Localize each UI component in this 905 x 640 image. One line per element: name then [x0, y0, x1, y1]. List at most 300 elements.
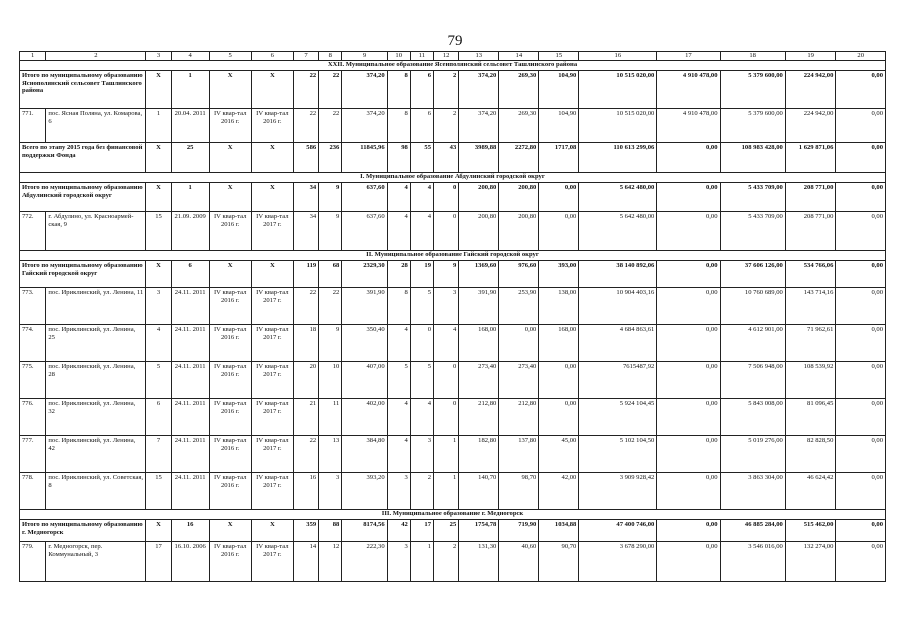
data-cell: 384,80: [342, 436, 387, 473]
data-cell: 222,30: [342, 542, 387, 582]
total-cell: X: [251, 261, 293, 288]
data-cell: 0,00: [836, 436, 886, 473]
total-cell: 98: [387, 143, 410, 173]
data-cell: 350,40: [342, 325, 387, 362]
data-cell: 0: [410, 325, 433, 362]
total-cell: 22: [319, 71, 342, 109]
data-cell: 0,00: [836, 109, 886, 143]
data-cell: 0,00: [539, 399, 579, 436]
total-cell: X: [251, 143, 293, 173]
data-cell: 4: [387, 325, 410, 362]
total-row: [20, 71, 886, 109]
total-label: Итого по муниципальному образованию Гайский городской округ: [20, 261, 146, 288]
total-cell: X: [209, 71, 251, 109]
data-cell: 7615487,92: [579, 362, 657, 399]
data-cell: IV квар-тал 2016 г.: [209, 212, 251, 251]
data-cell: 200,80: [459, 212, 499, 251]
address-cell: г. Медногорск, пер. Коммунальный, 3: [46, 542, 146, 582]
data-cell: IV квар-тал 2017 г.: [251, 473, 293, 510]
data-cell: 1: [433, 473, 458, 510]
data-cell: 2: [410, 473, 433, 510]
data-cell: 22: [293, 436, 318, 473]
column-number: 7: [293, 52, 318, 61]
total-cell: 534 766,06: [785, 261, 836, 288]
data-cell: IV квар-тал 2016 г.: [209, 399, 251, 436]
data-cell: 108 539,92: [785, 362, 836, 399]
data-cell: 182,80: [459, 436, 499, 473]
data-cell: 1: [410, 542, 433, 582]
total-row: [20, 261, 886, 288]
data-cell: 0,00: [657, 212, 720, 251]
column-number: 5: [209, 52, 251, 61]
data-cell: 0,00: [657, 362, 720, 399]
total-cell: 236: [319, 143, 342, 173]
total-cell: 17: [410, 520, 433, 542]
address-cell: пос. Ириклинский, ул. Ленина, 25: [46, 325, 146, 362]
total-cell: 5 433 709,00: [720, 183, 785, 212]
data-cell: 2: [433, 109, 458, 143]
column-number: 9: [342, 52, 387, 61]
total-cell: X: [146, 261, 171, 288]
data-cell: IV квар-тал 2016 г.: [209, 362, 251, 399]
data-cell: 143 714,16: [785, 288, 836, 325]
data-cell: 10 515 020,00: [579, 109, 657, 143]
total-cell: 0,00: [657, 520, 720, 542]
column-number: 6: [251, 52, 293, 61]
section-heading: II. Муниципальное образование Гайский городской округ: [20, 251, 886, 261]
address-cell: пос. Ириклинский, ул. Ленина, 32: [46, 399, 146, 436]
data-cell: 6: [146, 399, 171, 436]
data-cell: 98,70: [499, 473, 539, 510]
data-cell: 16.10. 2006: [171, 542, 209, 582]
data-cell: IV квар-тал 2017 г.: [251, 325, 293, 362]
total-cell: X: [146, 143, 171, 173]
total-cell: 719,90: [499, 520, 539, 542]
total-cell: 4: [410, 183, 433, 212]
data-cell: 0: [433, 362, 458, 399]
data-cell: 3: [387, 542, 410, 582]
data-cell: 5 642 480,00: [579, 212, 657, 251]
data-cell: 22: [293, 288, 318, 325]
data-cell: 15: [146, 473, 171, 510]
data-cell: 3: [319, 473, 342, 510]
table-row: [20, 436, 886, 473]
housing-register-table: [19, 51, 886, 582]
section-heading: XXII. Муниципальное образование Ясенполянский сельсовет Ташлинского района: [20, 61, 886, 71]
data-cell: 391,90: [459, 288, 499, 325]
data-cell: 374,20: [342, 109, 387, 143]
section-heading: I. Муниципальное образование Абдулинский городской округ: [20, 173, 886, 183]
data-cell: 81 096,45: [785, 399, 836, 436]
row-number: 779.: [20, 542, 46, 582]
column-number: 14: [499, 52, 539, 61]
total-cell: 47 400 746,00: [579, 520, 657, 542]
section-heading-row: [20, 61, 886, 71]
total-cell: 8174,56: [342, 520, 387, 542]
data-cell: 0: [433, 212, 458, 251]
data-cell: IV квар-тал 2017 г.: [251, 288, 293, 325]
data-cell: 138,00: [539, 288, 579, 325]
total-cell: 0: [433, 183, 458, 212]
data-cell: 0,00: [657, 473, 720, 510]
data-cell: 131,30: [459, 542, 499, 582]
data-cell: 45,00: [539, 436, 579, 473]
total-cell: 6: [171, 261, 209, 288]
column-number: 20: [836, 52, 886, 61]
total-cell: 8: [387, 71, 410, 109]
data-cell: 0,00: [539, 362, 579, 399]
data-cell: 22: [293, 109, 318, 143]
total-cell: 88: [319, 520, 342, 542]
total-cell: 1034,88: [539, 520, 579, 542]
total-cell: 38 140 892,06: [579, 261, 657, 288]
data-cell: 34: [293, 212, 318, 251]
total-cell: X: [209, 143, 251, 173]
table-row: [20, 109, 886, 143]
total-cell: 1717,08: [539, 143, 579, 173]
total-cell: 269,30: [499, 71, 539, 109]
data-cell: 132 274,00: [785, 542, 836, 582]
data-cell: IV квар-тал 2017 г.: [251, 436, 293, 473]
data-cell: 3: [146, 288, 171, 325]
data-cell: 22: [319, 109, 342, 143]
table-row: [20, 362, 886, 399]
total-cell: 2272,80: [499, 143, 539, 173]
address-cell: пос. Ириклинский, ул. Ленина, 11: [46, 288, 146, 325]
data-cell: 10 904 403,16: [579, 288, 657, 325]
total-cell: X: [209, 520, 251, 542]
column-number: 13: [459, 52, 499, 61]
data-cell: 0,00: [657, 288, 720, 325]
data-cell: 24.11. 2011: [171, 436, 209, 473]
data-cell: IV квар-тал 2016 г.: [209, 325, 251, 362]
data-cell: 200,80: [499, 212, 539, 251]
data-cell: 0,00: [836, 212, 886, 251]
total-cell: 1754,78: [459, 520, 499, 542]
data-cell: 0,00: [836, 288, 886, 325]
data-cell: 7 506 948,00: [720, 362, 785, 399]
data-cell: 374,20: [459, 109, 499, 143]
data-cell: 5: [410, 288, 433, 325]
column-number: 19: [785, 52, 836, 61]
data-cell: 24.11. 2011: [171, 473, 209, 510]
total-cell: 359: [293, 520, 318, 542]
total-cell: 25: [433, 520, 458, 542]
total-cell: 374,20: [459, 71, 499, 109]
data-cell: 6: [410, 109, 433, 143]
total-cell: 108 983 428,00: [720, 143, 785, 173]
total-cell: 34: [293, 183, 318, 212]
total-cell: 55: [410, 143, 433, 173]
total-cell: 976,60: [499, 261, 539, 288]
data-cell: 21.09. 2009: [171, 212, 209, 251]
total-cell: 4: [387, 183, 410, 212]
total-cell: 19: [410, 261, 433, 288]
data-cell: 5: [410, 362, 433, 399]
data-cell: 5 379 600,00: [720, 109, 785, 143]
total-label: Всего по этапу 2015 года без финансовой поддержки Фонда: [20, 143, 146, 173]
data-cell: 12: [319, 542, 342, 582]
table-row: [20, 542, 886, 582]
page-number: 79: [447, 33, 463, 49]
data-cell: 13: [319, 436, 342, 473]
data-cell: 71 962,61: [785, 325, 836, 362]
total-cell: 28: [387, 261, 410, 288]
data-cell: 40,60: [499, 542, 539, 582]
data-cell: 5 019 276,00: [720, 436, 785, 473]
address-cell: г. Абдулино, ул. Красноармей-ская, 9: [46, 212, 146, 251]
row-number: 776.: [20, 399, 46, 436]
total-cell: 4 910 478,00: [657, 71, 720, 109]
data-cell: 168,00: [539, 325, 579, 362]
data-cell: 0: [433, 399, 458, 436]
data-cell: IV квар-тал 2016 г.: [209, 542, 251, 582]
total-cell: 0,00: [836, 143, 886, 173]
total-label: Итого по муниципальному образованию Яснополянский сельсовет Ташлинского района: [20, 71, 146, 109]
total-cell: 1369,60: [459, 261, 499, 288]
data-cell: 15: [146, 212, 171, 251]
row-number: 774.: [20, 325, 46, 362]
total-cell: 110 613 299,06: [579, 143, 657, 173]
data-cell: 137,80: [499, 436, 539, 473]
data-cell: 5 102 104,50: [579, 436, 657, 473]
total-cell: 5 379 600,00: [720, 71, 785, 109]
data-cell: 0,00: [657, 542, 720, 582]
total-cell: 200,80: [499, 183, 539, 212]
data-cell: IV квар-тал 2017 г.: [251, 399, 293, 436]
total-cell: 5 642 480,00: [579, 183, 657, 212]
data-cell: 0,00: [836, 542, 886, 582]
column-number-row: [20, 52, 886, 61]
data-cell: IV квар-тал 2016 г.: [209, 288, 251, 325]
row-number: 777.: [20, 436, 46, 473]
total-cell: 43: [433, 143, 458, 173]
section-heading-row: [20, 173, 886, 183]
data-cell: 637,60: [342, 212, 387, 251]
total-cell: 9: [433, 261, 458, 288]
data-cell: 24.11. 2011: [171, 362, 209, 399]
total-cell: 0,00: [539, 183, 579, 212]
data-cell: 5 843 008,00: [720, 399, 785, 436]
total-cell: 0,00: [657, 183, 720, 212]
data-cell: 0,00: [499, 325, 539, 362]
total-cell: 104,90: [539, 71, 579, 109]
row-number: 773.: [20, 288, 46, 325]
data-cell: 17: [146, 542, 171, 582]
column-number: 8: [319, 52, 342, 61]
total-cell: 515 462,00: [785, 520, 836, 542]
total-cell: 2: [433, 71, 458, 109]
data-cell: IV квар-тал 2016 г.: [251, 109, 293, 143]
table-row: [20, 325, 886, 362]
total-cell: 0,00: [836, 71, 886, 109]
total-cell: X: [251, 520, 293, 542]
total-cell: 11845,96: [342, 143, 387, 173]
data-cell: 140,70: [459, 473, 499, 510]
data-cell: 0,00: [836, 325, 886, 362]
data-cell: 3 678 290,00: [579, 542, 657, 582]
column-number: 1: [20, 52, 46, 61]
data-cell: 42,00: [539, 473, 579, 510]
column-number: 4: [171, 52, 209, 61]
data-cell: 5: [146, 362, 171, 399]
data-cell: 273,40: [459, 362, 499, 399]
data-cell: 22: [319, 288, 342, 325]
column-number: 3: [146, 52, 171, 61]
total-cell: 0,00: [657, 143, 720, 173]
data-cell: 168,00: [459, 325, 499, 362]
total-cell: 42: [387, 520, 410, 542]
row-number: 775.: [20, 362, 46, 399]
data-cell: 4: [146, 325, 171, 362]
data-cell: 0,00: [836, 473, 886, 510]
column-number: 16: [579, 52, 657, 61]
data-cell: 3: [410, 436, 433, 473]
total-cell: 9: [319, 183, 342, 212]
total-row: [20, 520, 886, 542]
total-cell: 0,00: [836, 520, 886, 542]
data-cell: IV квар-тал 2017 г.: [251, 542, 293, 582]
total-label: Итого по муниципальному образованию Абдулинский городской округ: [20, 183, 146, 212]
table-row: [20, 473, 886, 510]
data-cell: 10 760 689,00: [720, 288, 785, 325]
data-cell: 1: [433, 436, 458, 473]
total-cell: 374,20: [342, 71, 387, 109]
data-cell: 273,40: [499, 362, 539, 399]
data-cell: IV квар-тал 2016 г.: [209, 436, 251, 473]
data-cell: 20: [293, 362, 318, 399]
data-cell: 8: [387, 288, 410, 325]
data-cell: IV квар-тал 2017 г.: [251, 362, 293, 399]
data-cell: 402,00: [342, 399, 387, 436]
data-cell: 3: [433, 288, 458, 325]
data-cell: 0,00: [657, 436, 720, 473]
data-cell: 0,00: [657, 325, 720, 362]
data-cell: 3: [387, 473, 410, 510]
total-row: [20, 183, 886, 212]
column-number: 18: [720, 52, 785, 61]
data-cell: 269,30: [499, 109, 539, 143]
data-cell: 4: [410, 399, 433, 436]
data-cell: 393,20: [342, 473, 387, 510]
data-cell: 0,00: [836, 362, 886, 399]
data-cell: 8: [387, 109, 410, 143]
total-cell: 16: [171, 520, 209, 542]
data-cell: 5: [387, 362, 410, 399]
data-cell: 11: [319, 399, 342, 436]
total-cell: 1: [171, 71, 209, 109]
data-cell: 104,90: [539, 109, 579, 143]
data-cell: 9: [319, 325, 342, 362]
address-cell: пос. Ириклинский, ул. Ленина, 28: [46, 362, 146, 399]
data-cell: 0,00: [657, 399, 720, 436]
data-cell: 2: [433, 542, 458, 582]
data-cell: 5 924 104,45: [579, 399, 657, 436]
total-cell: X: [146, 71, 171, 109]
column-number: 10: [387, 52, 410, 61]
total-cell: X: [251, 71, 293, 109]
data-cell: 82 828,50: [785, 436, 836, 473]
total-row: [20, 143, 886, 173]
data-cell: 46 624,42: [785, 473, 836, 510]
data-cell: 4: [410, 212, 433, 251]
address-cell: пос. Ясная Поляна, ул. Комарова, 6: [46, 109, 146, 143]
total-label: Итого по муниципальному образованию г. Медногорск: [20, 520, 146, 542]
total-cell: X: [209, 261, 251, 288]
data-cell: 391,90: [342, 288, 387, 325]
total-cell: X: [146, 520, 171, 542]
table-row: [20, 288, 886, 325]
data-cell: 20.04. 2011: [171, 109, 209, 143]
data-cell: 4 910 478,00: [657, 109, 720, 143]
data-cell: IV квар-тал 2017 г.: [251, 212, 293, 251]
data-cell: 21: [293, 399, 318, 436]
data-cell: 90,70: [539, 542, 579, 582]
row-number: 771.: [20, 109, 46, 143]
total-cell: 586: [293, 143, 318, 173]
total-cell: 22: [293, 71, 318, 109]
data-cell: 0,00: [836, 399, 886, 436]
total-cell: 200,80: [459, 183, 499, 212]
data-cell: 18: [293, 325, 318, 362]
table-row: [20, 212, 886, 251]
section-heading: III. Муниципальное образование г. Медногорск: [20, 510, 886, 520]
data-cell: 10: [319, 362, 342, 399]
data-cell: 14: [293, 542, 318, 582]
address-cell: пос. Ириклинский, ул. Ленина, 42: [46, 436, 146, 473]
total-cell: 1 629 871,06: [785, 143, 836, 173]
section-heading-row: [20, 251, 886, 261]
data-cell: 212,80: [499, 399, 539, 436]
total-cell: 393,00: [539, 261, 579, 288]
total-cell: X: [146, 183, 171, 212]
data-cell: 4: [387, 212, 410, 251]
data-cell: 4: [387, 436, 410, 473]
total-cell: 224 942,00: [785, 71, 836, 109]
data-cell: 407,00: [342, 362, 387, 399]
data-cell: 212,80: [459, 399, 499, 436]
data-cell: 1: [146, 109, 171, 143]
data-cell: 24.11. 2011: [171, 325, 209, 362]
column-number: 12: [433, 52, 458, 61]
data-cell: 4 684 863,61: [579, 325, 657, 362]
total-cell: 46 885 284,00: [720, 520, 785, 542]
data-cell: 5 433 709,00: [720, 212, 785, 251]
table-row: [20, 399, 886, 436]
data-cell: 0,00: [539, 212, 579, 251]
data-cell: 3 546 016,00: [720, 542, 785, 582]
data-cell: 24.11. 2011: [171, 288, 209, 325]
data-cell: IV квар-тал 2016 г.: [209, 473, 251, 510]
row-number: 772.: [20, 212, 46, 251]
data-cell: IV квар-тал 2016 г.: [209, 109, 251, 143]
total-cell: 0,00: [836, 183, 886, 212]
data-cell: 4 612 901,00: [720, 325, 785, 362]
total-cell: 0,00: [836, 261, 886, 288]
total-cell: 2329,30: [342, 261, 387, 288]
data-cell: 4: [433, 325, 458, 362]
total-cell: 119: [293, 261, 318, 288]
total-cell: 68: [319, 261, 342, 288]
total-cell: 6: [410, 71, 433, 109]
total-cell: 3989,88: [459, 143, 499, 173]
data-cell: 24.11. 2011: [171, 399, 209, 436]
column-number: 2: [46, 52, 146, 61]
total-cell: 1: [171, 183, 209, 212]
data-cell: 3 909 928,42: [579, 473, 657, 510]
data-cell: 7: [146, 436, 171, 473]
total-cell: 37 606 126,00: [720, 261, 785, 288]
